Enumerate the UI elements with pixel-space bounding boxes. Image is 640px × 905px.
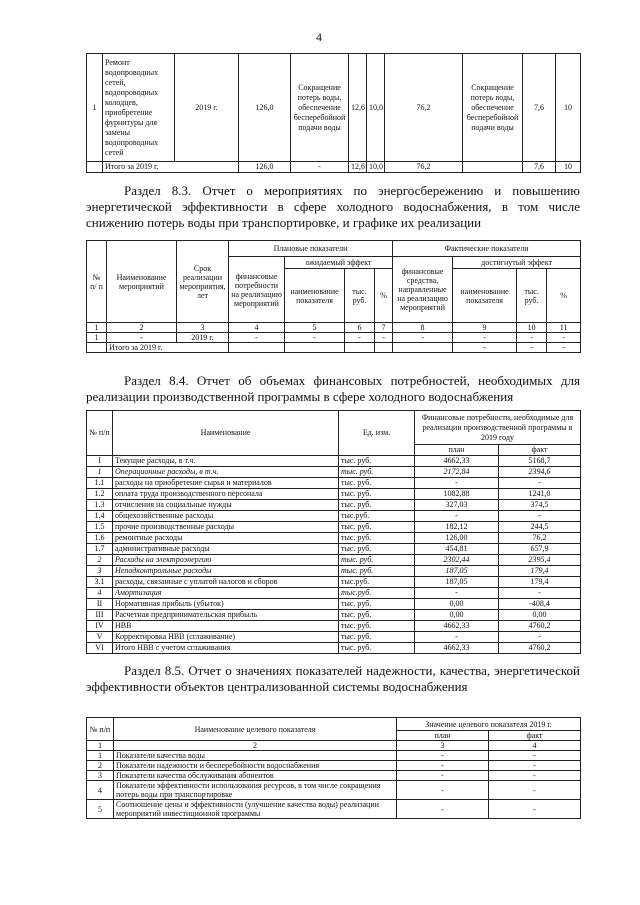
table-row: 3 Неподконтрольные расходы тыс. руб. 187,05 179,4 [87,566,581,577]
table-row: 1.3 отчисления на социальные нужды тыс. руб. 327,03 374,5 [87,500,581,511]
section-8-4-table: № п/п Наименование Ед. изм. Финансовые потребности, необходимые для реализации производственной программы в 2019 году план факт I Текущие расходы, в т.ч. тыс. руб. 4662,33 5168,7 1 Операционные расходы, в т.ч. тыс. руб. 2172,84 2394,6 1.1 расходы на приобретение сырья и материалов тыс. руб. - - 1.2 оплата труда производственного персонала тыс. руб. 1082,88 1241,0 1.3 отчисления на социальные нужды тыс. руб. 327,03 374,5 1.4 общехозяйственные расходы тыс.руб. - - 1.5 прочие производственные расходы тыс. руб. 182,12 244,5 1.6 ремонтные расходы тыс. руб. 126,00 76,2 1.7 административные расходы тыс. руб. 454,81 657,9 2 Расходы на электроэнергию тыс. руб. 2302,44 2395,4 3 Неподконтрольные расходы тыс. руб. 187,05 179,4 3.1 расходы, связанные с уплатой налогов и сборов тыс.руб. 187,05 179,4 4 Амортизация тыс.руб. - - II Нормативная прибыль (убыток) тыс. руб. 0,00 -408,4 III Расчетная предпринимательская прибыль тыс. руб. 0,00 0,00 IV НВВ тыс. руб. 4662,33 4760,2 V Корректировка НВВ (сглаживание) тыс. руб. - - VI Итого НВВ с учетом сглаживания тыс. руб. 4662,33 4760,2 [86,410,581,654]
section-8-4-rows [87,456,581,654]
table-row: 1 Ремонт водопроводных сетей, водопроводных колодцев, приобретение фурнитуры для замены водопроводных сетей 2019 г. 126,0 Сокращение потерь воды, обеспечение бесперебойной подачи воды 12,6 10,0 76,2 Сокращение потерь воды, обеспечение бесперебойной подачи воды 7,6 10 [87,54,581,162]
table-row: 2 Показатели надежности и бесперебойности водоснабжения - - [87,761,581,771]
table-row: 1.7 административные расходы тыс. руб. 454,81 657,9 [87,544,581,555]
section-8-4-heading: Раздел 8.4. Отчет об объемах финансовых потребностей, необходимых для реализации производственной программы в сфере холодного водоснабжения [86,373,580,404]
table-row: 1 - 2019 г. - - - - - - - - [87,333,581,343]
column-numbers-row: 1 2 3 4 5 6 7 8 9 10 11 [87,323,581,333]
table-row: 1 Показатели качества воды - - [87,751,581,761]
table-row: I Текущие расходы, в т.ч. тыс. руб. 4662,33 5168,7 [87,456,581,467]
continuation-table [86,53,581,173]
table-row: V Корректировка НВВ (сглаживание) тыс. руб. - - [87,632,581,643]
table-row: 1.1 расходы на приобретение сырья и материалов тыс. руб. - - [87,478,581,489]
section-8-3-table: № п/ п Наименование мероприятий Срок реализации мероприятия, лет Плановые показатели Фактические показатели финансовые потребности на реализацию мероприятий ожидаемый эффект финансовые средства, направленные на реализацию мероприятий достигнутый эффект наименование показателя тыс. руб. % наименование показателя тыс. руб. % 1 2 3 4 5 6 7 8 9 10 11 1 - 2019 г. - - - - - - - - Итого за 2019 г. - - - [86,240,581,353]
table-row: VI Итого НВВ с учетом сглаживания тыс. руб. 4662,33 4760,2 [87,643,581,654]
table-row: 1 Операционные расходы, в т.ч. тыс. руб. 2172,84 2394,6 [87,467,581,478]
column-numbers-row: 1 2 3 4 [87,741,581,751]
table-total-row: Итого за 2019 г. - - - [87,343,581,353]
section-8-5-table: № п/п Наименование целевого показателя Значение целевого показателя 2019 г. план факт 1 2 3 4 1 Показатели качества воды - - 2 Показатели надежности и бесперебойности водоснабжения - - 3 Показатели качества обслуживания абонентов - - 4 Показатели эффективности использования ресурсов, в том числе сокращения потерь воды при транспортировке - - 5 Соотношение цены и эффективности (улучшение качества воды) реализации мероприятий инвестиционной программы - - [86,717,581,819]
table-row: 3 Показатели качества обслуживания абонентов - - [87,771,581,781]
table-row: 4 Показатели эффективности использования ресурсов, в том числе сокращения потерь воды при транспортировке - - [87,781,581,800]
table-row: 4 Амортизация тыс.руб. - - [87,588,581,599]
table-row: 5 Соотношение цены и эффективности (улучшение качества воды) реализации мероприятий инвестиционной программы - - [87,800,581,819]
section-8-5-heading: Раздел 8.5. Отчет о значениях показателей надежности, качества, энергетической эффективности объектов централизованной системы водоснабжения [86,663,580,694]
section-8-5-rows [87,751,581,819]
table-row: 1.6 ремонтные расходы тыс. руб. 126,00 76,2 [87,533,581,544]
page-number: 4 [316,30,322,44]
table-row: 1.2 оплата труда производственного персонала тыс. руб. 1082,88 1241,0 [87,489,581,500]
table-row: 2 Расходы на электроэнергию тыс. руб. 2302,44 2395,4 [87,555,581,566]
table-row: 3.1 расходы, связанные с уплатой налогов и сборов тыс.руб. 187,05 179,4 [87,577,581,588]
table-row: IV НВВ тыс. руб. 4662,33 4760,2 [87,621,581,632]
table-row: 1.4 общехозяйственные расходы тыс.руб. - - [87,511,581,522]
table-total-row: Итого за 2019 г. 126,0 - 12,6 10,0 76,2 7,6 10 [87,162,581,173]
section-8-3-heading: Раздел 8.3. Отчет о мероприятиях по энергосбережению и повышению энергетической эффективности в сфере холодного водоснабжения, в том числе снижению потерь воды при транспортировке, и графике их реализации [86,183,580,230]
table-row: 1.5 прочие производственные расходы тыс. руб. 182,12 244,5 [87,522,581,533]
table-row: III Расчетная предпринимательская прибыль тыс. руб. 0,00 0,00 [87,610,581,621]
table-row: II Нормативная прибыль (убыток) тыс. руб. 0,00 -408,4 [87,599,581,610]
